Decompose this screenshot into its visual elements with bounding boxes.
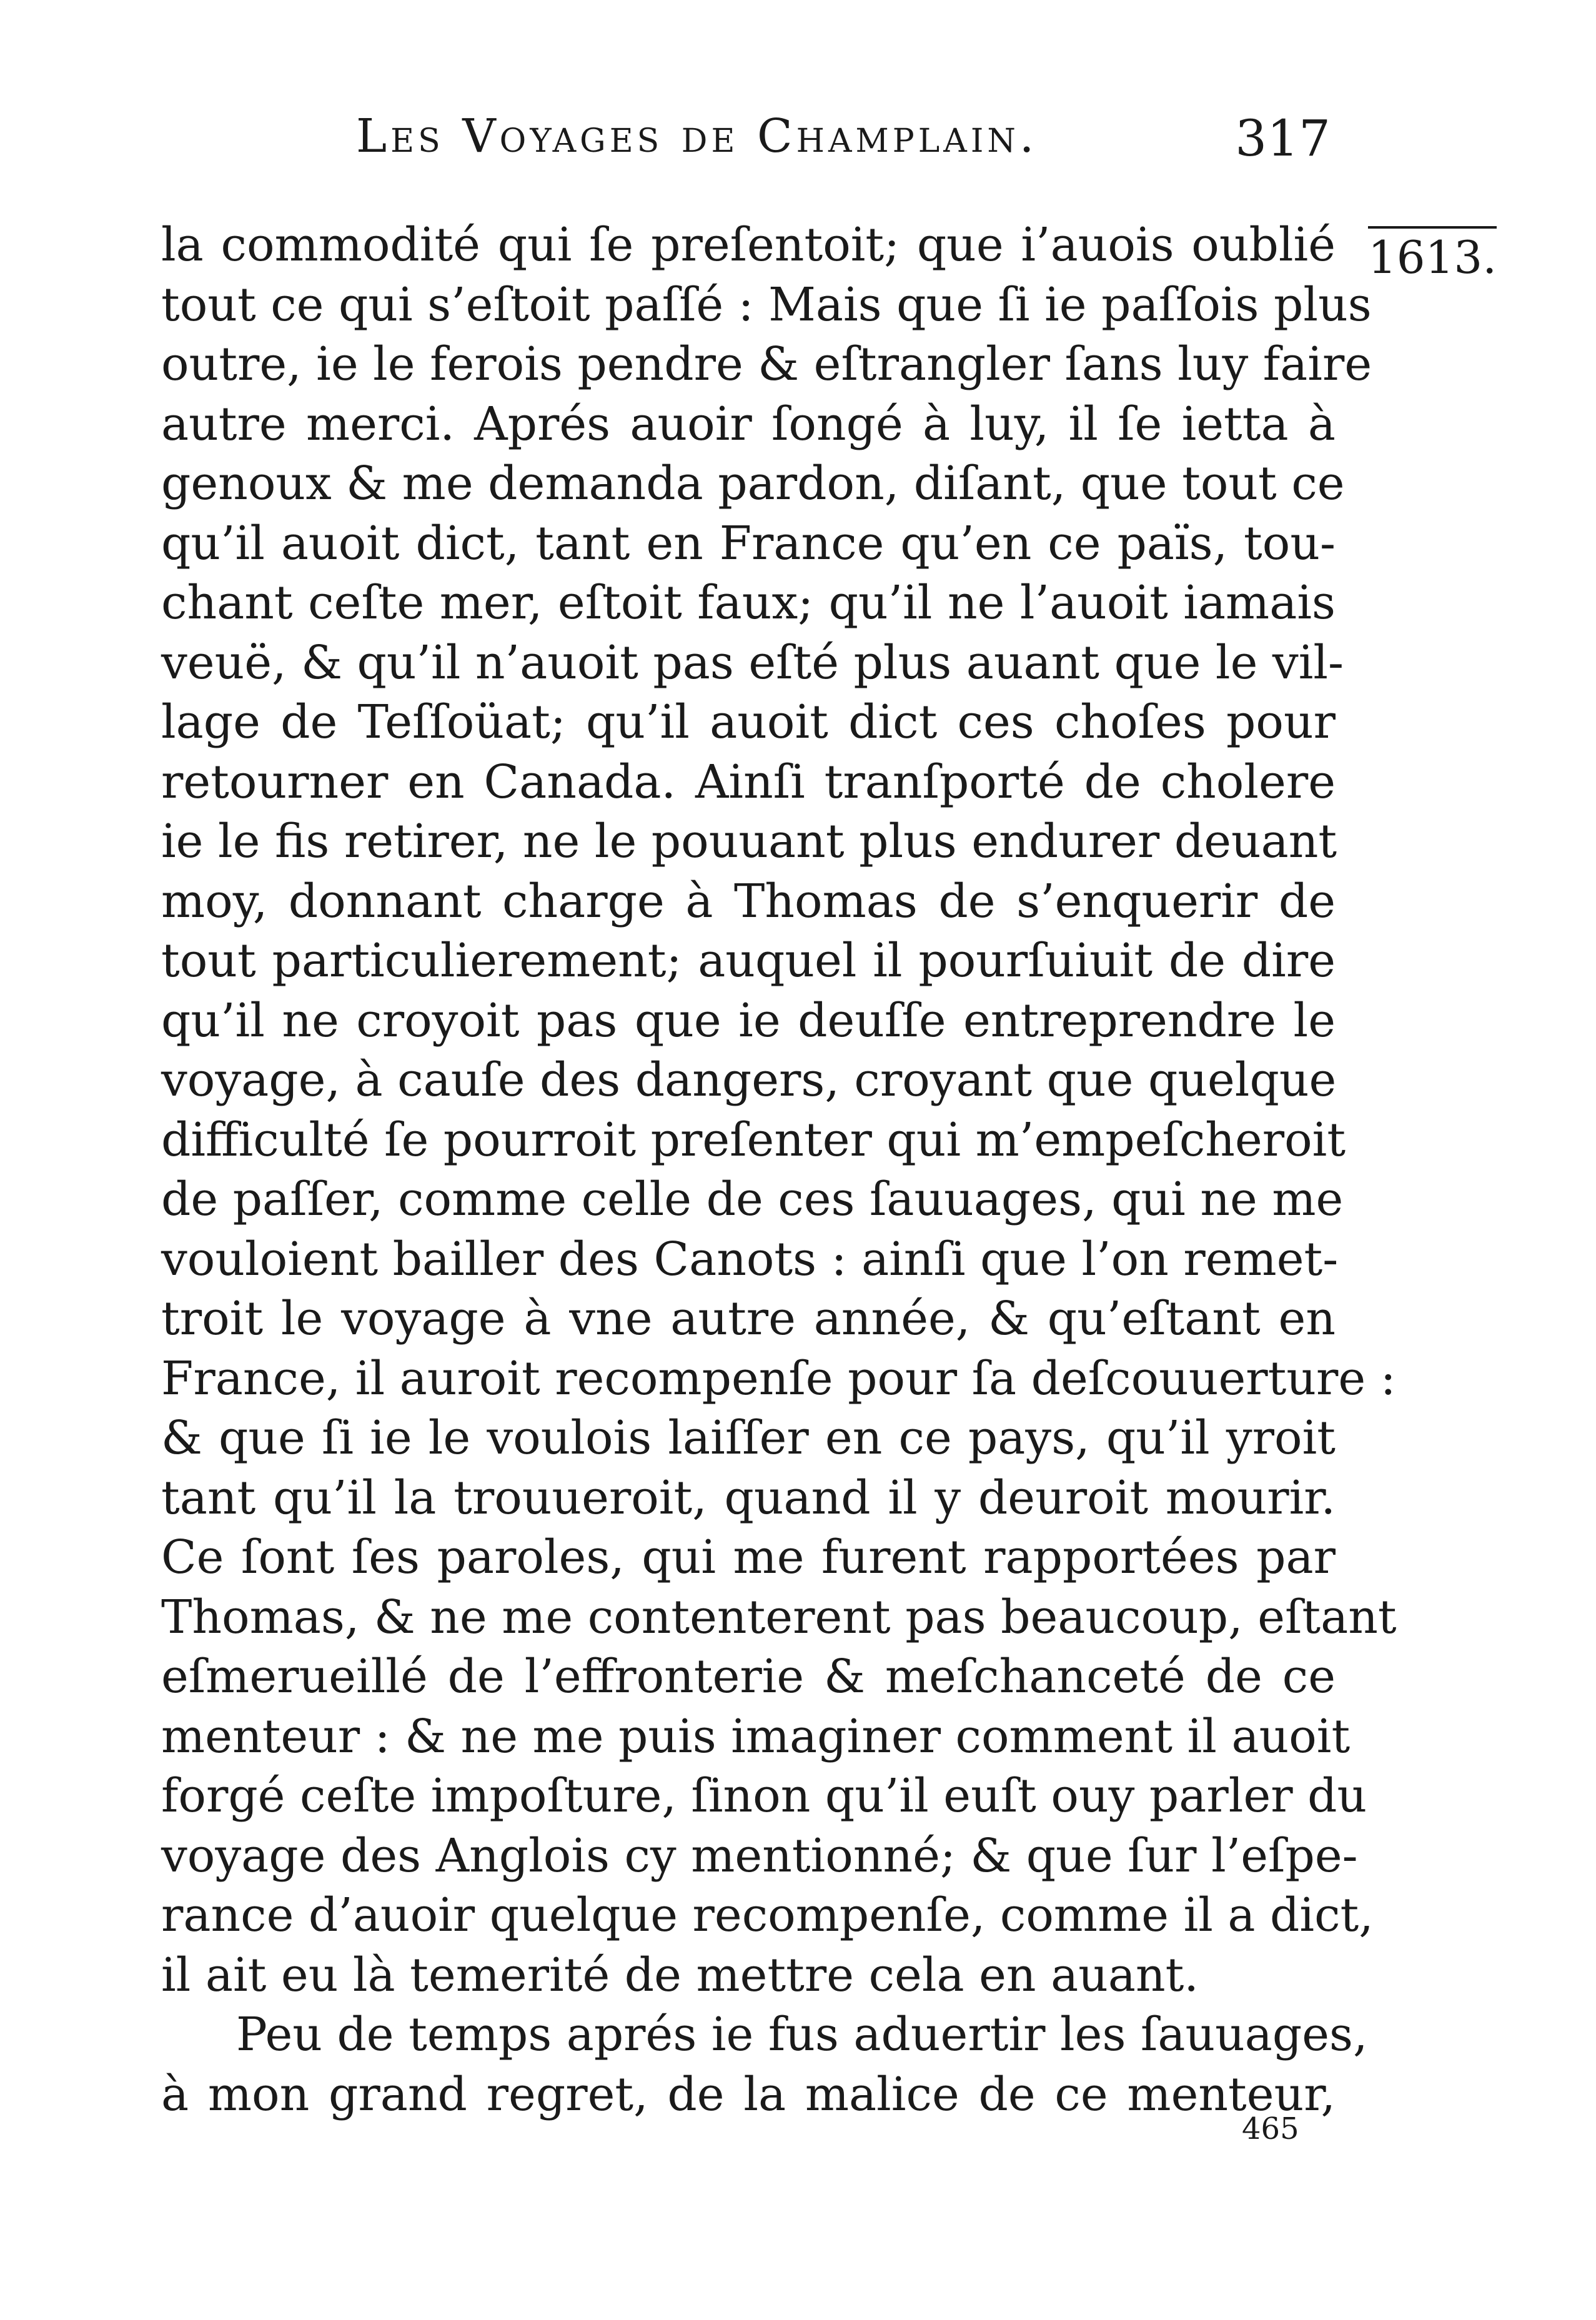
text-line: autre merci. Aprés auoir ſongé à luy, il ſe ietta à: [161, 397, 1336, 451]
running-header: [356, 109, 1331, 184]
text-line: France, il auroit recompenſe pour ſa deſcouuerture :: [161, 1351, 1396, 1405]
running-title: Les Voyages de Champlain.: [356, 109, 1038, 163]
text-line: voyage, à cauſe des dangers, croyant que quelque: [161, 1053, 1337, 1107]
text-line: & que ſi ie le voulois laiſſer en ce pays, qu’il yroit: [161, 1411, 1336, 1465]
text-line-paragraph-start: Peu de temps aprés ie fus aduertir les ſauuages,: [236, 2008, 1368, 2061]
text-line: outre, ie le ferois pendre & eſtrangler ſans luy faire: [161, 337, 1372, 391]
text-line: eſmerueillé de l’effronterie & meſchanceté de ce: [161, 1650, 1336, 1703]
text-line: tout particulierement; auquel il pourſuiuit de dire: [161, 934, 1336, 988]
page-number: 317: [1235, 109, 1331, 167]
text-line: rance d’auoir quelque recompenſe, comme il a dict,: [161, 1888, 1374, 1942]
text-line: voyage des Anglois cy mentionné; & que ſur l’eſpe-: [161, 1828, 1358, 1883]
text-line: troit le voyage à vne autre année, & qu’eſtant en: [161, 1292, 1336, 1346]
text-line: veuë, & qu’il n’auoit pas eſté plus auant que le vil-: [161, 635, 1344, 690]
body-text: [161, 216, 1397, 2124]
text-line: qu’il auoit dict, tant en France qu’en ce païs, tou-: [161, 516, 1336, 570]
text-line: chant ceſte mer, eſtoit faux; qu’il ne l’auoit iamais: [161, 576, 1336, 630]
text-line: tant qu’il la trouueroit, quand il y deuroit mourir.: [161, 1470, 1336, 1525]
text-line: genoux & me demanda pardon, diſant, que tout ce: [161, 457, 1345, 510]
text-line: à mon grand regret, de la malice de ce menteur,: [161, 2067, 1336, 2121]
text-line: qu’il ne croyoit pas que ie deuſſe entreprendre le: [161, 993, 1336, 1048]
text-line: Thomas, & ne me contenterent pas beaucoup, eſtant: [161, 1590, 1397, 1644]
text-line: moy, donnant charge à Thomas de s’enquerir de: [161, 874, 1336, 928]
text-line: Ce ſont ſes paroles, qui me furent rapportées par: [161, 1530, 1336, 1584]
text-line: retourner en Canada. Ainſi tranſporté de cholere: [161, 755, 1336, 809]
text-line: ie le fis retirer, ne le pouuant plus endurer deuant: [161, 815, 1337, 868]
text-line: forgé ceſte impoſture, ſinon qu’il euſt ouy parler du: [161, 1769, 1367, 1823]
text-line: tout ce qui s’eſtoit paſſé : Mais que ſi ie paſſois plus: [161, 277, 1372, 332]
text-line-paragraph-end: il ait eu là temerité de mettre cela en auant.: [161, 1948, 1199, 2002]
text-line: difficulté ſe pourroit preſenter qui m’empeſcheroit: [161, 1113, 1346, 1167]
text-line: menteur : & ne me puis imaginer comment il auoit: [161, 1709, 1351, 1763]
text-line: de paſſer, comme celle de ces ſauuages, qui ne me: [161, 1172, 1344, 1226]
margin-year-note: 1613.: [1368, 226, 1497, 284]
text-line: vouloient bailler des Canots : ainſi que l’on remet-: [161, 1232, 1339, 1286]
text-line: lage de Teſſoüat; qu’il auoit dict ces choſes pour: [161, 695, 1336, 749]
signature-mark: 465: [1242, 2111, 1299, 2146]
text-line: la commodité qui ſe preſentoit; que i’auois oublié: [161, 218, 1336, 272]
